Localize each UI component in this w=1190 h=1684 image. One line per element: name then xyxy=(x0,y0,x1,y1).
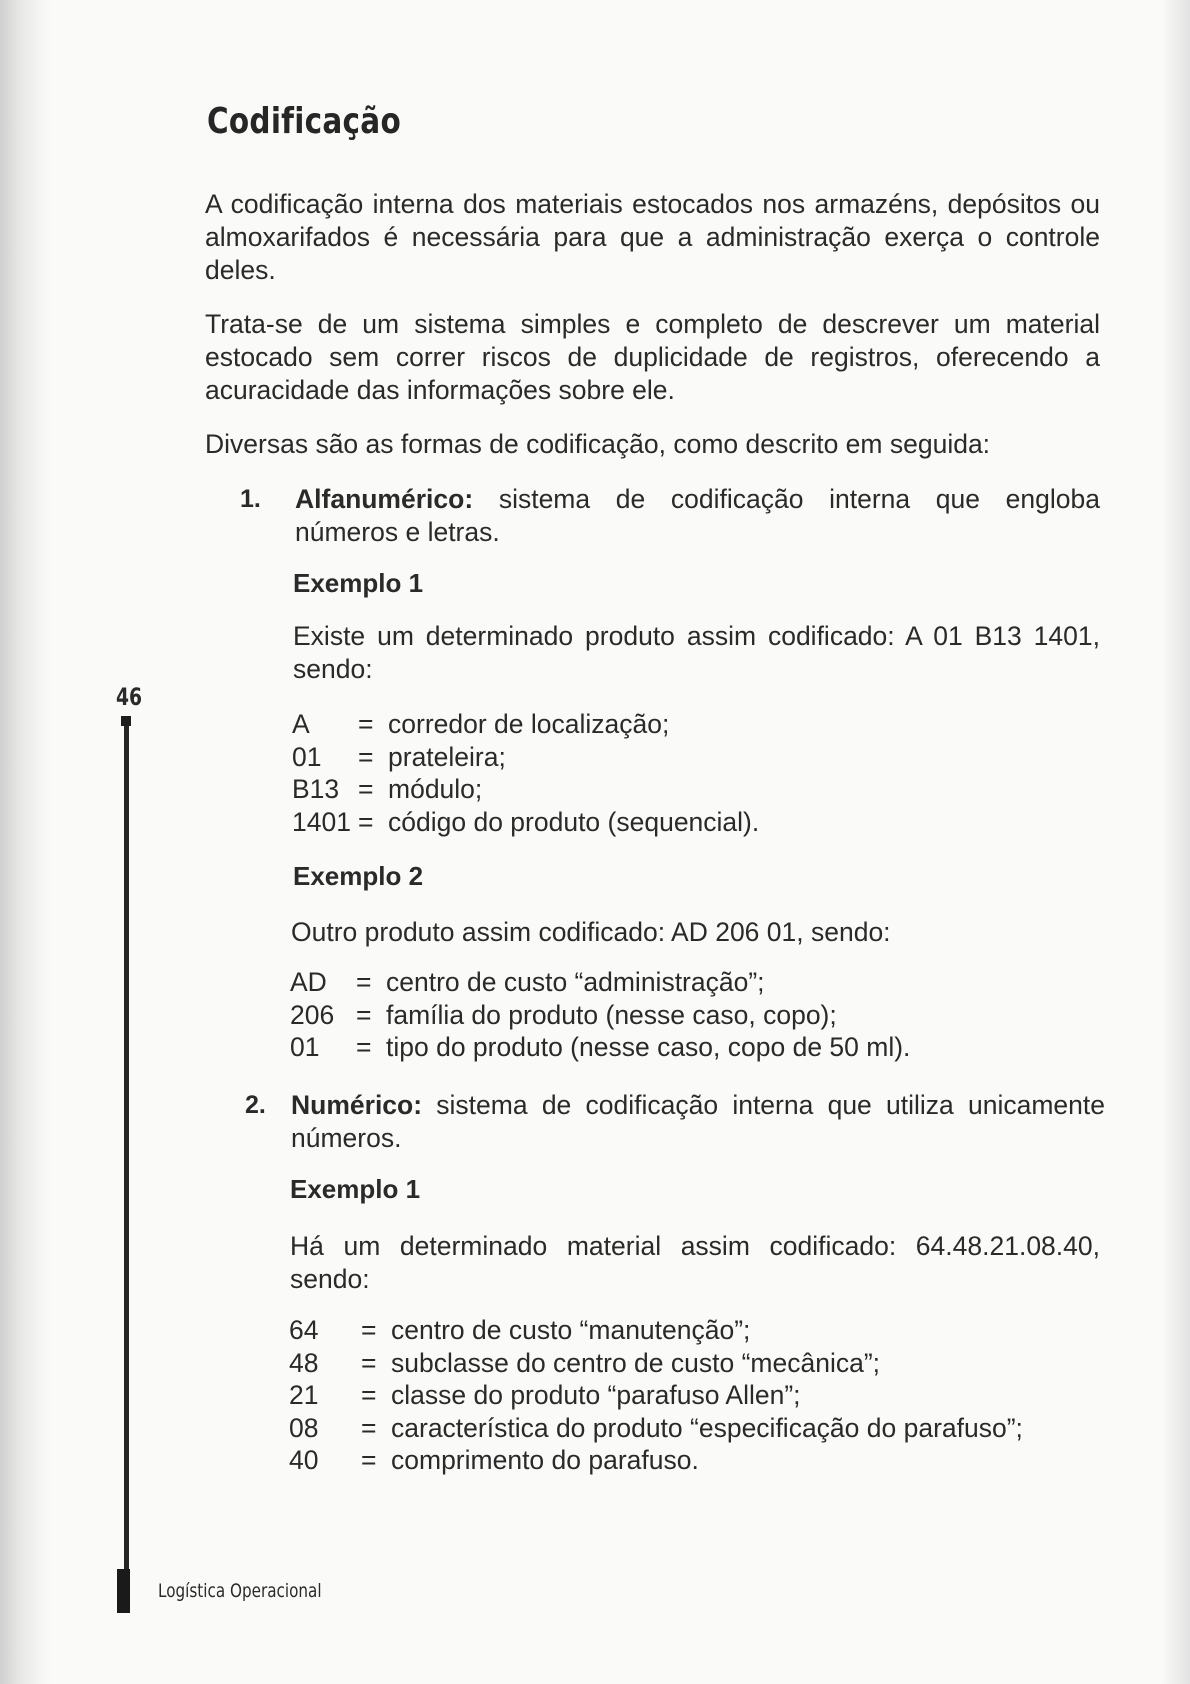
equals-sign: = xyxy=(361,1445,377,1476)
equals-sign: = xyxy=(361,1380,377,1411)
definition-meaning: comprimento do parafuso. xyxy=(391,1445,699,1476)
definition-meaning: prateleira; xyxy=(388,741,506,772)
paragraph-system: Trata-se de um sistema simples e completo de descrever um material estocado sem correr riscos de duplicidade de registros, oferecendo a acuracidade das informações sobre ele. xyxy=(205,309,1100,405)
definition-row xyxy=(292,806,759,839)
definition-row xyxy=(292,773,759,806)
definition-meaning: tipo do produto (nesse caso, copo de 50 ml). xyxy=(386,1032,911,1063)
definition-row xyxy=(290,999,910,1032)
list-description: sistema de codificação interna que utiliza unicamente números. xyxy=(291,1090,1105,1153)
list-item-alfanumerico xyxy=(240,483,1100,549)
definition-code: 206 xyxy=(290,999,335,1030)
margin-rule xyxy=(124,726,129,1569)
definition-code: 1401 xyxy=(292,806,351,837)
equals-sign: = xyxy=(356,1032,372,1063)
equals-sign: = xyxy=(358,709,374,739)
equals-sign: = xyxy=(361,1347,377,1378)
list-description: sistema de codificação interna que engloba números e letras. xyxy=(295,484,1100,547)
definition-row xyxy=(289,1379,1023,1412)
example-title: Exemplo 1 xyxy=(290,1174,421,1204)
definition-code: 01 xyxy=(290,1032,320,1063)
example-title: Exemplo 2 xyxy=(293,861,424,891)
paragraph-forms: Diversas são as formas de codificação, como descrito em seguida: xyxy=(205,429,991,459)
definition-row xyxy=(290,1031,910,1064)
equals-sign: = xyxy=(361,1412,377,1443)
definition-code: 64 xyxy=(289,1315,319,1345)
definition-meaning: classe do produto “parafuso Allen”; xyxy=(391,1380,801,1411)
definition-meaning: centro de custo “manutenção”; xyxy=(391,1315,751,1345)
definition-row xyxy=(289,1444,1023,1477)
section-title: Codificação xyxy=(207,101,401,142)
definition-row xyxy=(289,1314,1023,1347)
list-item-body xyxy=(291,1089,1105,1155)
example-title: Exemplo 1 xyxy=(293,568,424,598)
paragraph-intro: A codificação interna dos materiais estocados nos armazéns, depósitos ou almoxarifados é necessária para que a administração exerça o controle deles. xyxy=(205,189,1100,285)
definition-list xyxy=(289,1314,1023,1477)
definition-row xyxy=(292,708,759,741)
definition-code: 21 xyxy=(289,1380,319,1411)
equals-sign: = xyxy=(356,967,372,997)
equals-sign: = xyxy=(358,806,374,837)
list-term: Numérico: xyxy=(291,1090,423,1120)
list-item-body xyxy=(295,483,1100,549)
definition-code: A xyxy=(292,709,310,739)
footer-book-title: Logística Operacional xyxy=(158,1580,322,1602)
definition-list xyxy=(292,708,759,838)
equals-sign: = xyxy=(358,774,374,805)
definition-meaning: característica do produto “especificação do parafuso”; xyxy=(391,1412,1023,1443)
definition-row xyxy=(292,741,759,774)
equals-sign: = xyxy=(356,999,372,1030)
definition-meaning: família do produto (nesse caso, copo); xyxy=(386,999,837,1030)
example-intro: Outro produto assim codificado: AD 206 01, sendo: xyxy=(291,917,891,947)
definition-meaning: subclasse do centro de custo “mecânica”; xyxy=(391,1347,881,1378)
definition-meaning: módulo; xyxy=(388,774,483,805)
definition-code: AD xyxy=(290,967,327,997)
definition-meaning: código do produto (sequencial). xyxy=(388,806,760,837)
equals-sign: = xyxy=(358,741,374,772)
definition-row xyxy=(290,966,910,999)
footer-marker xyxy=(117,1569,130,1613)
definition-code: B13 xyxy=(292,774,340,805)
definition-meaning: centro de custo “administração”; xyxy=(386,967,765,997)
page-gutter-shadow xyxy=(0,0,52,1684)
example-intro: Existe um determinado produto assim codificado: A 01 B13 1401, sendo: xyxy=(293,621,1100,684)
equals-sign: = xyxy=(361,1315,377,1345)
definition-row xyxy=(289,1412,1023,1445)
definition-row xyxy=(289,1347,1023,1380)
definition-code: 08 xyxy=(289,1412,319,1443)
list-item-numerico xyxy=(245,1089,1105,1155)
margin-marker xyxy=(121,716,131,726)
definition-code: 01 xyxy=(292,741,322,772)
page-number: 46 xyxy=(116,683,143,711)
list-number: 2. xyxy=(245,1091,266,1119)
example-intro: Há um determinado material assim codificado: 64.48.21.08.40, sendo: xyxy=(290,1231,1100,1294)
definition-meaning: corredor de localização; xyxy=(388,709,670,739)
definition-code: 48 xyxy=(289,1347,319,1378)
page-edge-shadow xyxy=(1162,0,1190,1684)
list-number: 1. xyxy=(240,485,261,513)
definition-code: 40 xyxy=(289,1445,319,1476)
list-term: Alfanumérico: xyxy=(295,484,474,514)
definition-list xyxy=(290,966,910,1064)
